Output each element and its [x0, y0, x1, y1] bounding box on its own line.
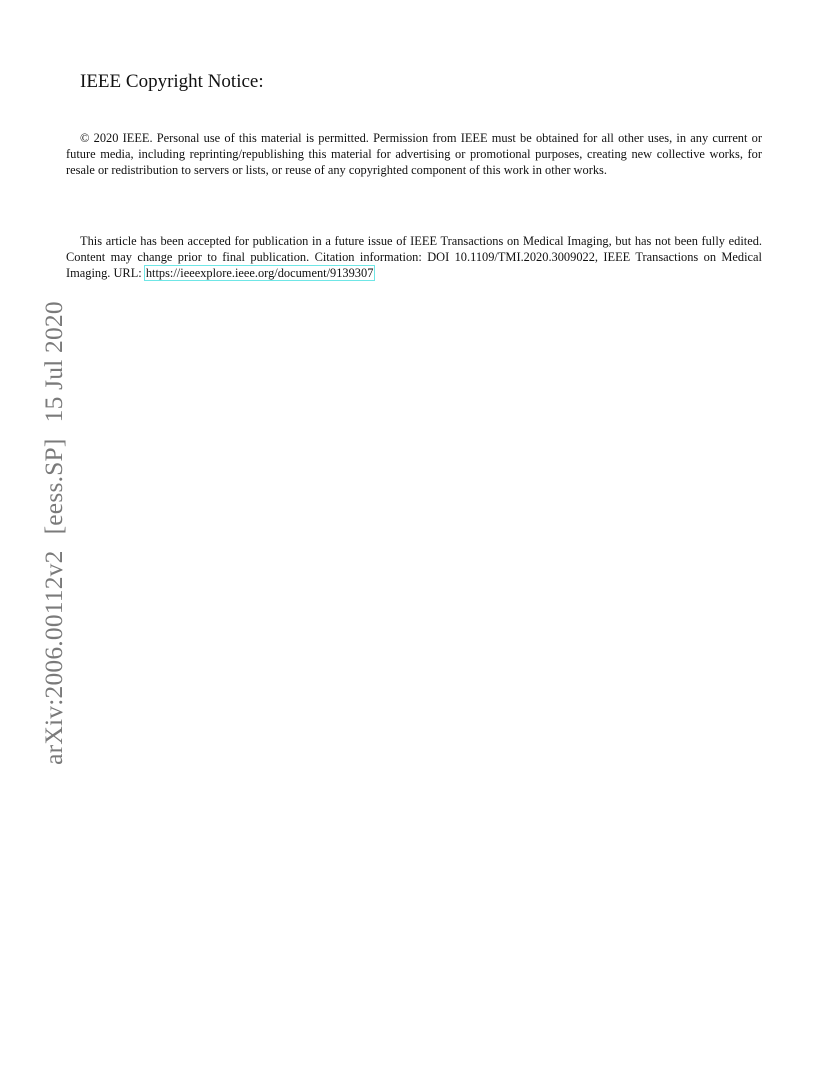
acceptance-text: This article has been accepted for publication in a future issue of IEEE Transactions on Medical Imaging, but has not been fully edited. Content may change prior to final publication. Citation information: DOI 10.1109/TMI.2020.3009022, IEEE Transactions on Medical Imaging. URL:	[66, 234, 762, 280]
arxiv-date: 15 Jul 2020	[39, 301, 68, 423]
ieee-url-link[interactable]: https://ieeexplore.ieee.org/document/9139307	[145, 266, 374, 280]
notice-heading: IEEE Copyright Notice:	[80, 71, 264, 92]
arxiv-category: [eess.SP]	[39, 438, 68, 535]
acceptance-paragraph	[66, 233, 762, 281]
copyright-paragraph: © 2020 IEEE. Personal use of this material is permitted. Permission from IEEE must be obtained for all other uses, in any current or future media, including reprinting/republishing this material for advertising or promotional purposes, creating new collective works, for resale or redistribution to servers or lists, or reuse of any copyrighted component of this work in other works.	[66, 131, 762, 177]
arxiv-side-stamp	[39, 301, 69, 765]
arxiv-identifier: arXiv:2006.00112v2	[39, 550, 68, 765]
